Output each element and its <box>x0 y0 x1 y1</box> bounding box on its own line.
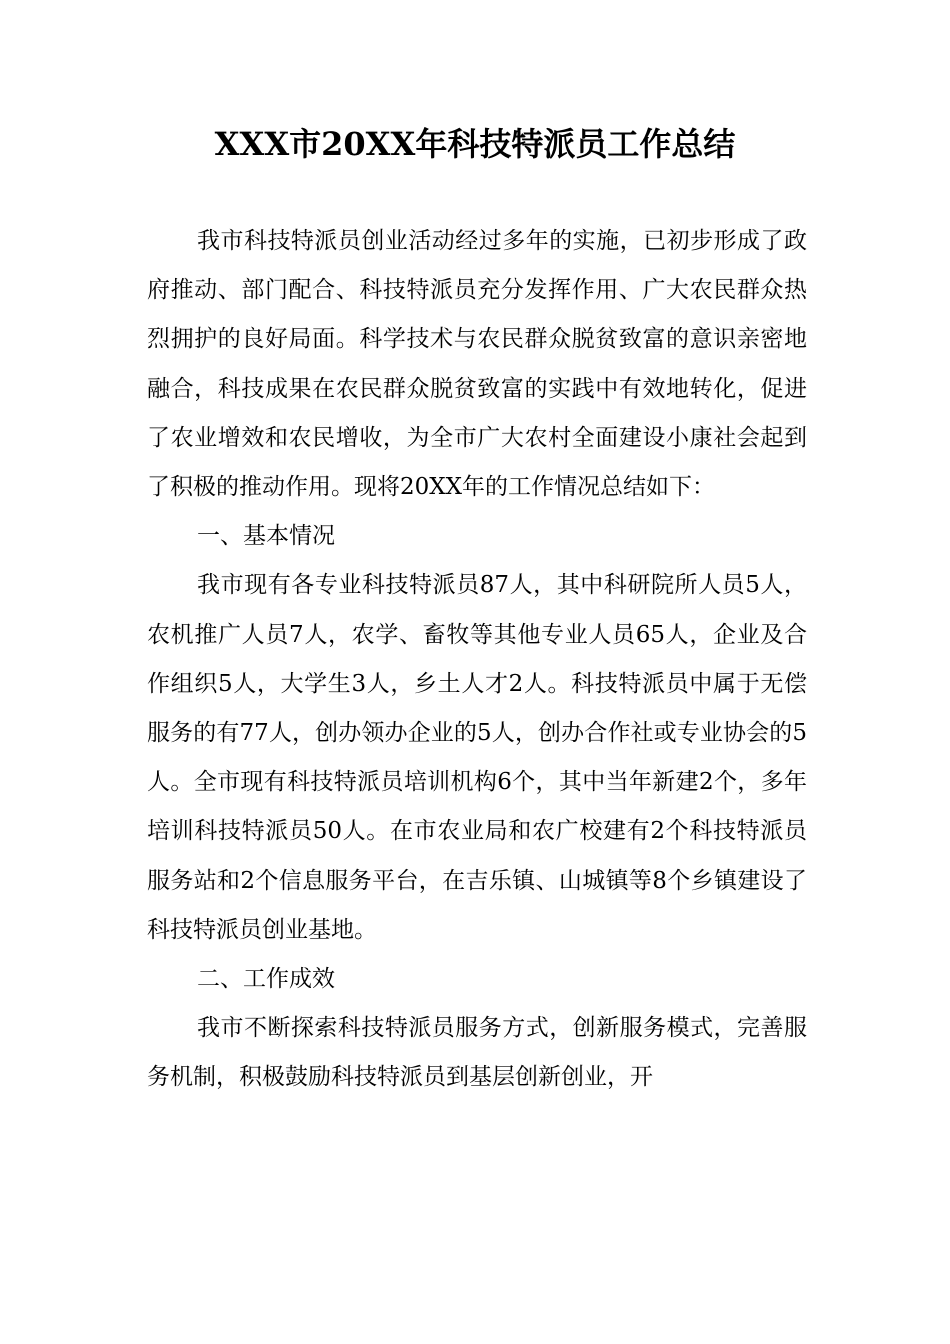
paragraph-work-results: 我市不断探索科技特派员服务方式，创新服务模式，完善服务机制，积极鼓励科技特派员到基层创新创业，开 <box>147 1015 807 1091</box>
section-heading-work-results: 二、工作成效 <box>197 966 335 993</box>
paragraph-basic-situation: 我市现有各专业科技特派员87人，其中科研院所人员5人，农机推广人员7人，农学、畜牧等其他专业人员65人，企业及合作组织5人，大学生3人，乡土人才2人。科技特派员中属于无偿服务的有77人，创办领办企业的5人，创办合作社或专业协会的5人。全市现有科技特派员培训机构6个，其中当年新建2个，多年培训科技特派员50人。在市农业局和农广校建有2个科技特派员服务站和2个信息服务平台，在吉乐镇、山城镇等8个乡镇建设了科技特派员创业基地。 <box>147 572 807 943</box>
document-body <box>147 217 807 1103</box>
paragraph-intro: 我市科技特派员创业活动经过多年的实施，已初步形成了政府推动、部门配合、科技特派员充分发挥作用、广大农民群众热烈拥护的良好局面。科学技术与农民群众脱贫致富的意识亲密地融合，科技成果在农民群众脱贫致富的实践中有效地转化，促进了农业增效和农民增收，为全市广大农村全面建设小康社会起到了积极的推动作用。现将20XX年的工作情况总结如下： <box>147 228 807 501</box>
section-heading-basic-situation: 一、基本情况 <box>197 523 335 550</box>
document-title: XXX市20XX年科技特派员工作总结 <box>214 125 736 163</box>
